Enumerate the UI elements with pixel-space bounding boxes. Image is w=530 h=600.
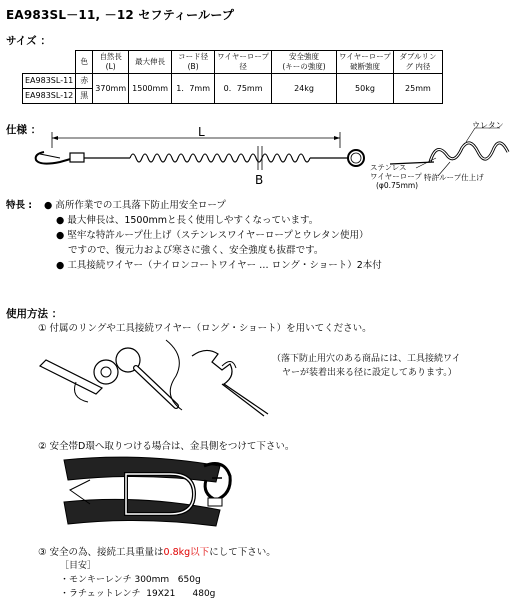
list-item: ・ラチェットレンチ 19X21 480g: [60, 589, 216, 599]
label-b: B: [255, 173, 264, 187]
label-patent-loop: 特許ループ仕上げ: [424, 173, 484, 182]
header-break: ワイヤーロープ 破断強度: [337, 51, 394, 74]
step-1: ① 付属のリングや工具接続ワイヤー（ロング・ショート）を用いてください。: [38, 323, 372, 334]
step-3: ③ 安全の為、接続工具重量は0.8kg以下にして下さい。: [38, 547, 276, 558]
header-wire-dia: ワイヤーロープ 径: [215, 51, 272, 74]
table-corner: [23, 51, 76, 74]
header-max-length: 最大伸長: [129, 51, 172, 74]
wrench-illustration-left: [40, 360, 118, 402]
label-urethane: ウレタン: [472, 121, 504, 130]
header-ring: ダブルリン グ 内径: [393, 51, 442, 74]
header-safety: 安全強度 (キーの強度): [272, 51, 337, 74]
list-item: ・モンキーレンチ 300mm 650g: [60, 575, 201, 585]
ring-icon: [348, 150, 364, 166]
label-stainless-2: ワイヤーロープ: [370, 172, 422, 181]
feature-list: [44, 198, 382, 273]
features-label: 特長 :: [6, 200, 33, 211]
snap-hook-icon: [36, 152, 84, 164]
coiled-cord: [84, 154, 348, 162]
table-row: [23, 74, 443, 89]
model-cell: EA983SL-12: [23, 89, 76, 104]
label-stainless-1: ステンレス: [370, 163, 407, 172]
header-natural-length: 自然長 (L): [93, 51, 129, 74]
label-l: L: [198, 125, 205, 139]
list-item: ● 最大伸長は、1500mmと長く使用しやすくなっています。: [56, 215, 319, 226]
list-item: ● 工具接続ワイヤー（ナイロンコートワイヤー … ロング・ショート）2本付: [56, 260, 382, 271]
step-1-note: （落下防止用穴のある商品には、工具接続ワイ ヤーが装着出来る径に設定してあります。）: [272, 354, 461, 378]
wire-dia-cell: 0．75mm: [215, 74, 272, 104]
list-item: ● 高所作業での工具落下防止用安全ロープ: [44, 200, 226, 211]
label-stainless-3: (φ0.75mm): [376, 181, 419, 190]
list-item: ● 堅牢な特許ループ仕上げ（ステンレスワイヤーロープとウレタン使用）: [56, 230, 369, 241]
product-diagram: [30, 118, 520, 190]
list-item: ですので、復元力および寒さに強く、安全強度も抜群です。: [68, 245, 324, 256]
step-2: ② 安全帯D環へ取りつける場合は、金具側をつけて下さい。: [38, 441, 295, 452]
natural-length-cell: 370mm: [93, 74, 129, 104]
guide-label: ［目安］: [60, 561, 97, 571]
ratchet-illustration: [116, 340, 182, 410]
color-cell: 黒: [76, 89, 93, 104]
step-1-illustration: [36, 336, 276, 418]
model-cell: EA983SL-11: [23, 74, 76, 89]
step-2-illustration: [60, 454, 250, 534]
safety-cell: 24kg: [272, 74, 337, 104]
color-cell: 赤: [76, 74, 93, 89]
usage-label: 使用方法 ：: [6, 308, 63, 320]
ring-cell: 25mm: [393, 74, 442, 104]
cord-dia-cell: 1．7mm: [172, 74, 215, 104]
max-length-cell: 1500mm: [129, 74, 172, 104]
page-title: EA983SL－11, －12 セフティーループ: [6, 8, 235, 22]
header-cord-dia: コード径 (B): [172, 51, 215, 74]
spec-section-label: 仕様 ：: [6, 124, 42, 136]
weight-limit: 0.8kg以下: [163, 547, 210, 558]
header-color: 色: [76, 51, 93, 74]
spec-table: [22, 50, 443, 104]
loop-detail-inset: [390, 128, 508, 176]
size-section-label: サイズ ：: [6, 35, 51, 47]
break-cell: 50kg: [337, 74, 394, 104]
monkey-wrench-illustration: [192, 350, 268, 416]
